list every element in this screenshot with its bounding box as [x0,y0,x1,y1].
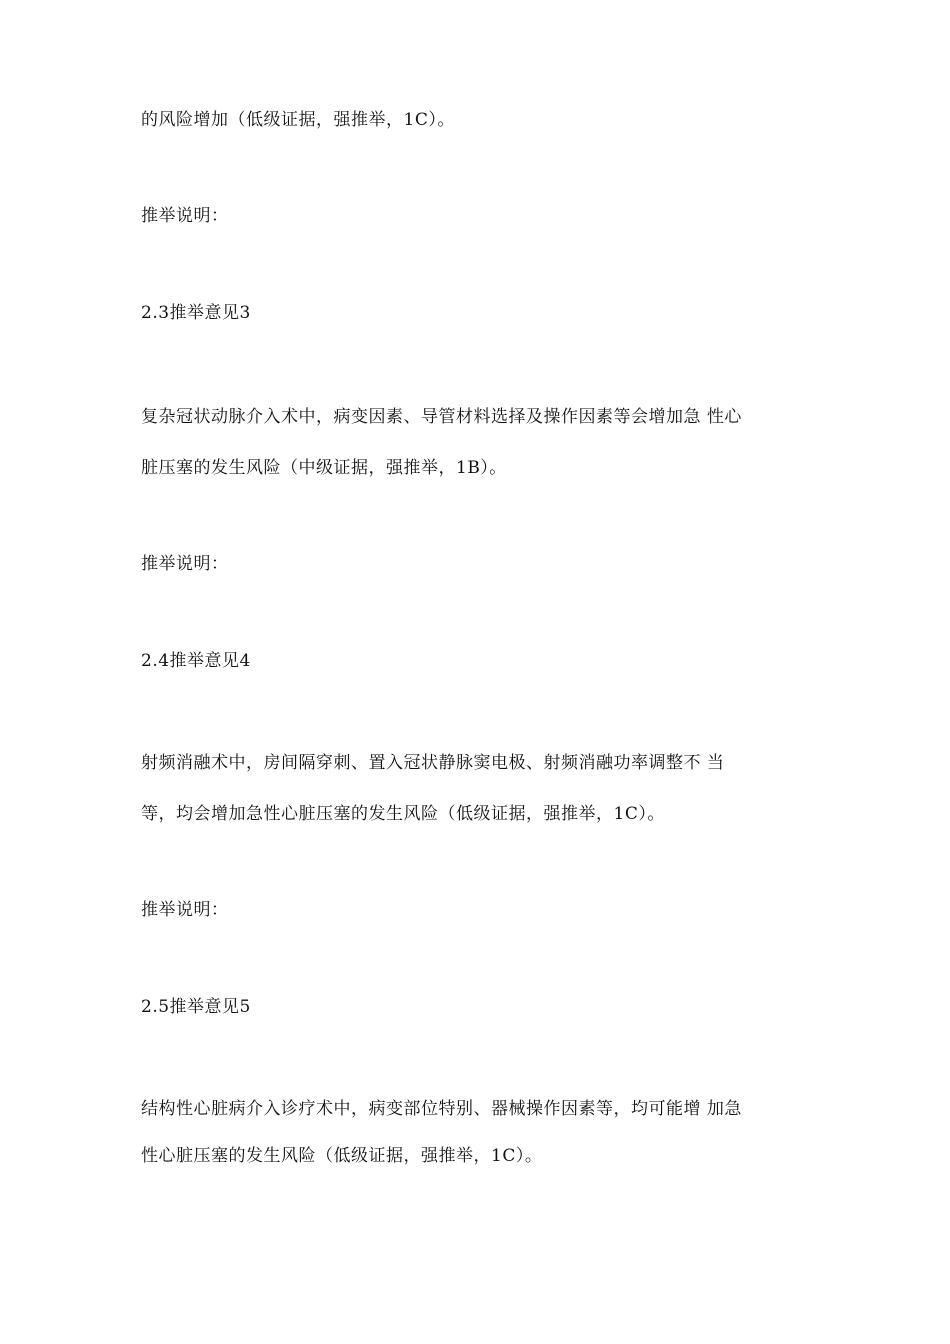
paragraph-line: 射频消融术中，房间隔穿刺、置入冠状静脉窦电极、射频消融功率调整不 当 [141,753,725,773]
recommendation-note-label: 推举说明： [141,206,229,226]
section-heading-2-3: 2.3推举意见3 [141,303,251,323]
paragraph-line: 结构性心脏病介入诊疗术中，病变部位特别、器械操作因素等，均可能增 加急 [141,1099,742,1119]
paragraph-line: 复杂冠状动脉介入术中，病变因素、导管材料选择及操作因素等会增加急 性心 [141,407,742,427]
recommendation-note-label: 推举说明： [141,554,229,574]
paragraph-continuation: 的风险增加（低级证据，强推举，1C）。 [141,110,455,130]
paragraph-line: 等，均会增加急性心脏压塞的发生风险（低级证据，强推举，1C）。 [141,804,665,824]
section-heading-2-4: 2.4推举意见4 [141,651,251,671]
paragraph-line: 性心脏压塞的发生风险（低级证据，强推举，1C）。 [141,1146,543,1166]
section-heading-2-5: 2.5推举意见5 [141,997,251,1017]
paragraph-line: 脏压塞的发生风险（中级证据，强推举，1B）。 [141,458,507,478]
recommendation-note-label: 推举说明： [141,900,229,920]
